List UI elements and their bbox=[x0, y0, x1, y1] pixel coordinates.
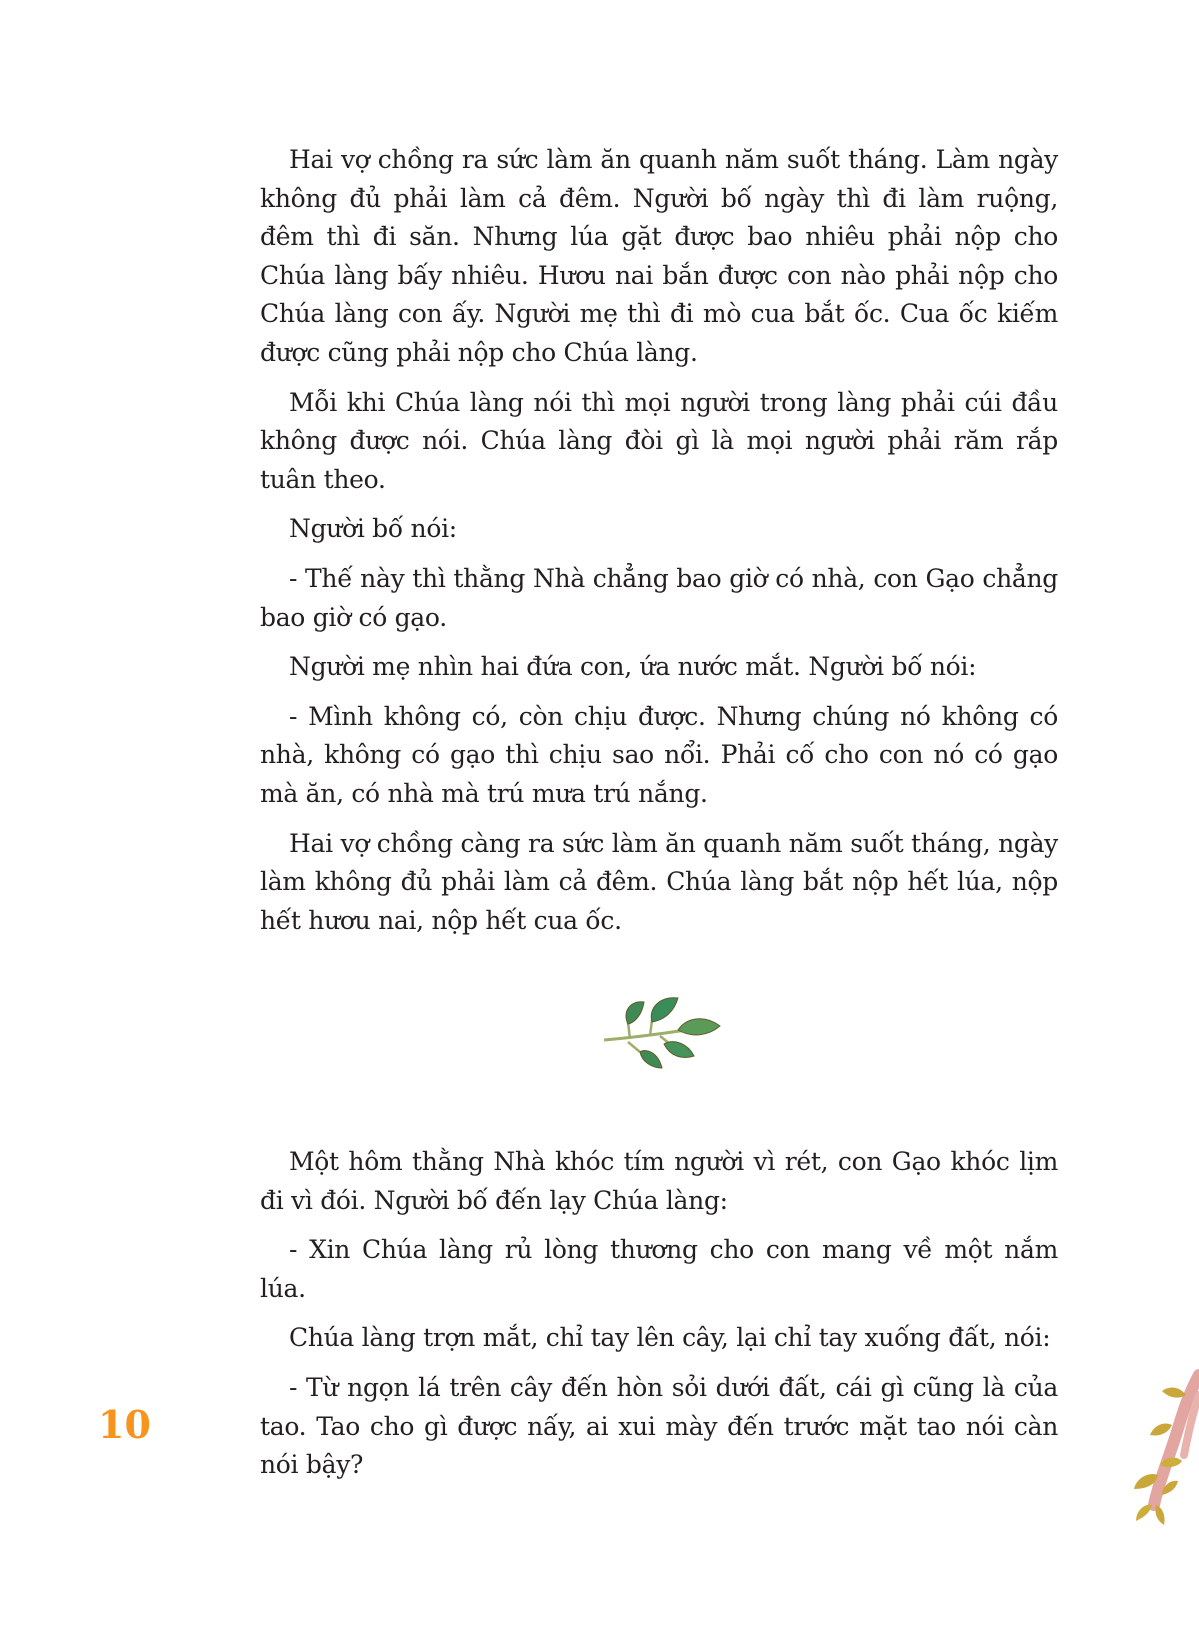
dialogue-paragraph: - Xin Chúa làng rủ lòng thương cho con mang về một nắm lúa. bbox=[260, 1235, 1058, 1303]
paragraph: Hai vợ chồng ra sức làm ăn quanh năm suốt tháng. Làm ngày không đủ phải làm cả đêm. Người bố ngày thì đi làm ruộng, đêm thì đi săn. Nhưng lúa gặt được bao nhiêu phải nộp cho Chúa làng bấy nhiêu. Hươu nai bắn được con nào phải nộp cho Chúa làng con ấy. Người mẹ thì đi mò cua bắt ốc. Cua ốc kiếm được cũng phải nộp cho Chúa làng. bbox=[260, 145, 1058, 367]
paragraph: Người bố nói: bbox=[289, 514, 457, 544]
dialogue-paragraph: - Mình không có, còn chịu được. Nhưng chúng nó không có nhà, không có gạo thì chịu sao nổi. Phải cố cho con nó có gạo mà ăn, có nhà mà trú mưa trú nắng. bbox=[260, 701, 1058, 808]
story-section-1 bbox=[260, 141, 1058, 951]
paragraph: Chúa làng trợn mắt, chỉ tay lên cây, lại chỉ tay xuống đất, nói: bbox=[289, 1323, 1051, 1353]
dialogue-paragraph: - Từ ngọn lá trên cây đến hòn sỏi dưới đất, cái gì cũng là của tao. Tao cho gì được nấy, ai xui mày đến trước mặt tao nói càn nói bậy? bbox=[260, 1372, 1058, 1480]
paragraph: Mỗi khi Chúa làng nói thì mọi người trong làng phải cúi đầu không được nói. Chúa làng đòi gì là mọi người phải răm rắp tuân theo. bbox=[260, 387, 1058, 494]
paragraph: Người mẹ nhìn hai đứa con, ứa nước mắt. Người bố nói: bbox=[289, 652, 977, 682]
page-number: 10 bbox=[98, 1402, 151, 1447]
story-section-2 bbox=[260, 1143, 1058, 1496]
corner-branch-icon bbox=[1118, 1365, 1199, 1525]
dialogue-paragraph: - Thế này thì thằng Nhà chẳng bao giờ có nhà, con Gạo chẳng bao giờ có gạo. bbox=[260, 563, 1058, 632]
leaf-branch-icon bbox=[600, 990, 724, 1074]
paragraph: Hai vợ chồng càng ra sức làm ăn quanh năm suốt tháng, ngày làm không đủ phải làm cả đêm. Chúa làng bắt nộp hết lúa, nộp hết hươu nai, nộp hết cua ốc. bbox=[260, 828, 1058, 935]
paragraph: Một hôm thằng Nhà khóc tím người vì rét, con Gạo khóc lịm đi vì đói. Người bố đến lạy Chúa làng: bbox=[260, 1147, 1058, 1215]
